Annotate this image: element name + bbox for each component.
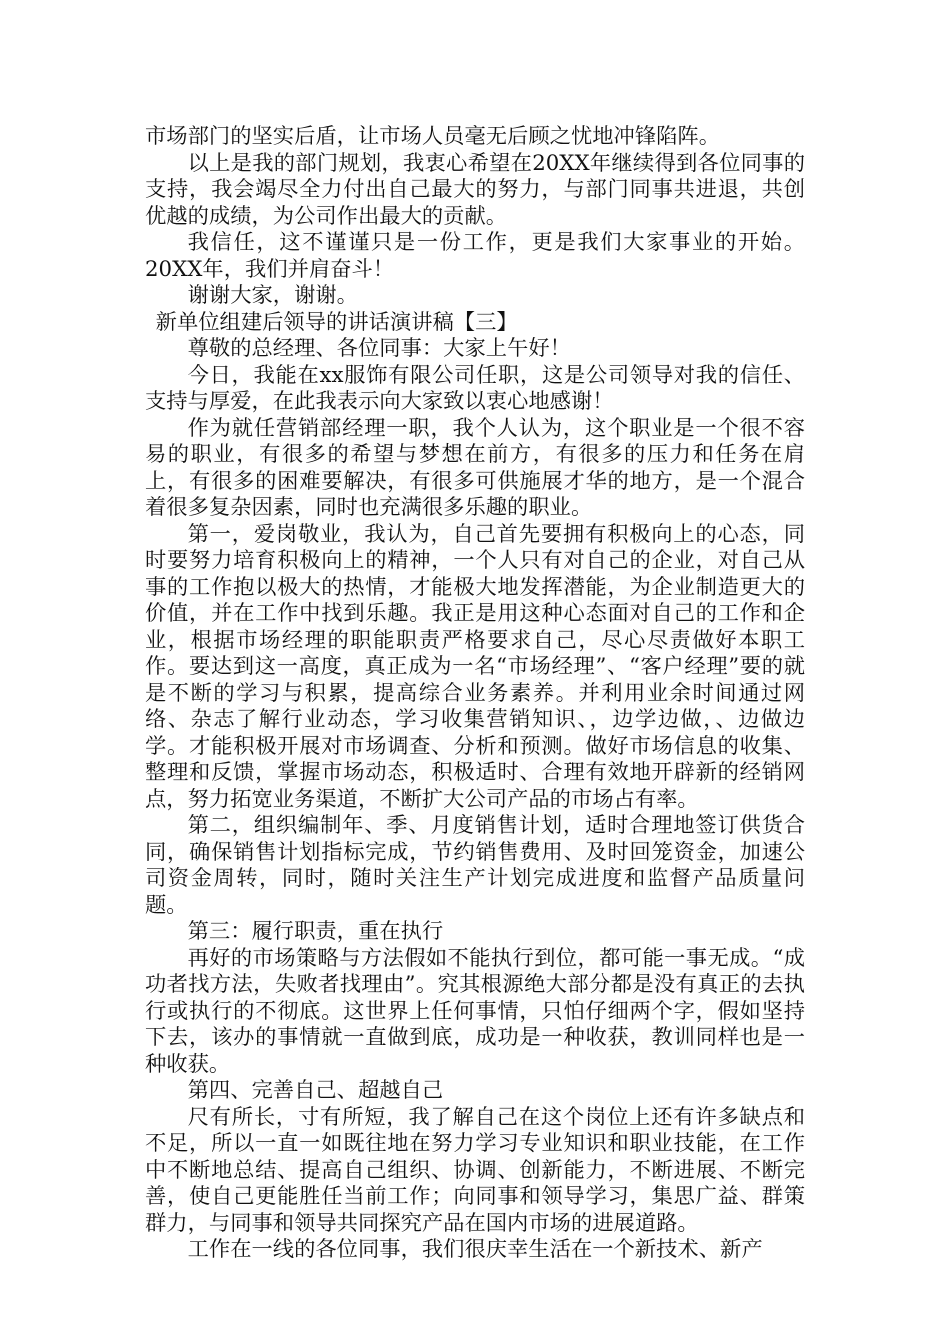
paragraph: 尊敬的总经理、各位同事：大家上午好！ (187, 336, 571, 361)
paragraph: 第三：履行职责，重在执行 (187, 919, 444, 944)
paragraph: 谢谢大家，谢谢。 (187, 283, 358, 308)
paragraph: 今日，我能在xx服饰有限公司任职，这是公司领导对我的信任、支持与厚爱，在此我表示向大家致以衷心地感谢！ (145, 362, 805, 414)
paragraph: 作为就任营销部经理一职，我个人认为，这个职业是一个很不容易的职业，有很多的希望与梦想在前方，有很多的压力和任务在肩上，有很多的困难要解决，有很多可供施展才华的地方，是一个混合着很多复杂因素，同时也充满很多乐趣的职业。 (145, 415, 805, 520)
paragraph: 再好的市场策略与方法假如不能执行到位，都可能一事无成。“成功者找方法，失败者找理由”。究其根源绝大部分都是没有真正的去执行或执行的不彻底。这世界上任何事情，只怕仔细两个字，假如坚持下去，该办的事情就一直做到底，成功是一种收获，教训同样也是一种收获。 (145, 945, 805, 1077)
paragraph: 第四、完善自己、超越自己 (187, 1078, 444, 1103)
paragraph: 第一，爱岗敬业，我认为，自己首先要拥有积极向上的心态，同时要努力培育积极向上的精神，一个人只有对自己的企业，对自己从事的工作抱以极大的热情，才能极大地发挥潜能，为企业制造更大的价值，并在工作中找到乐趣。我正是用这种心态面对自己的工作和企业，根据市场经理的职能职责严格要求自己，尽心尽责做好本职工作。要达到这一高度，真正成为一名“市场经理”、“客户经理”要的就是不断的学习与积累，提高综合业务素养。并利用业余时间通过网络、杂志了解行业动态，学习收集营销知识、，边学边做，、边做边学。才能积极开展对市场调查、分析和预测。做好市场信息的收集、整理和反馈，掌握市场动态，积极适时、合理有效地开辟新的经销网点，努力拓宽业务渠道，不断扩大公司产品的市场占有率。 (145, 521, 805, 812)
paragraph: 市场部门的坚实后盾，让市场人员毫无后顾之忧地冲锋陷阵。 (145, 124, 721, 149)
paragraph: 尺有所长，寸有所短，我了解自己在这个岗位上还有许多缺点和不足，所以一直一如既往地在努力学习专业知识和职业技能，在工作中不断地总结、提高自己组织、协调、创新能力，不断进展、不断完善，使自己更能胜任当前工作；向同事和领导学习，集思广益、群策群力，与同事和领导共同探究产品在国内市场的进展道路。 (145, 1104, 805, 1236)
paragraph: 我信任，这不谨谨只是一份工作，更是我们大家事业的开始。20XX年，我们并肩奋斗！ (145, 230, 805, 282)
section-heading: 新单位组建后领导的讲话演讲稿【三】 (155, 309, 518, 335)
document-body (145, 124, 805, 1264)
paragraph: 工作在一线的各位同事，我们很庆幸生活在一个新技术、新产 (187, 1237, 763, 1262)
paragraph: 第二，组织编制年、季、月度销售计划，适时合理地签订供货合同，确保销售计划指标完成，节约销售费用、及时回笼资金，加速公司资金周转，同时，随时关注生产计划完成进度和监督产品质量问题。 (145, 813, 805, 918)
paragraph: 以上是我的部门规划，我衷心希望在20XX年继续得到各位同事的支持，我会竭尽全力付出自己最大的努力，与部门同事共进退，共创优越的成绩，为公司作出最大的贡献。 (145, 150, 805, 229)
